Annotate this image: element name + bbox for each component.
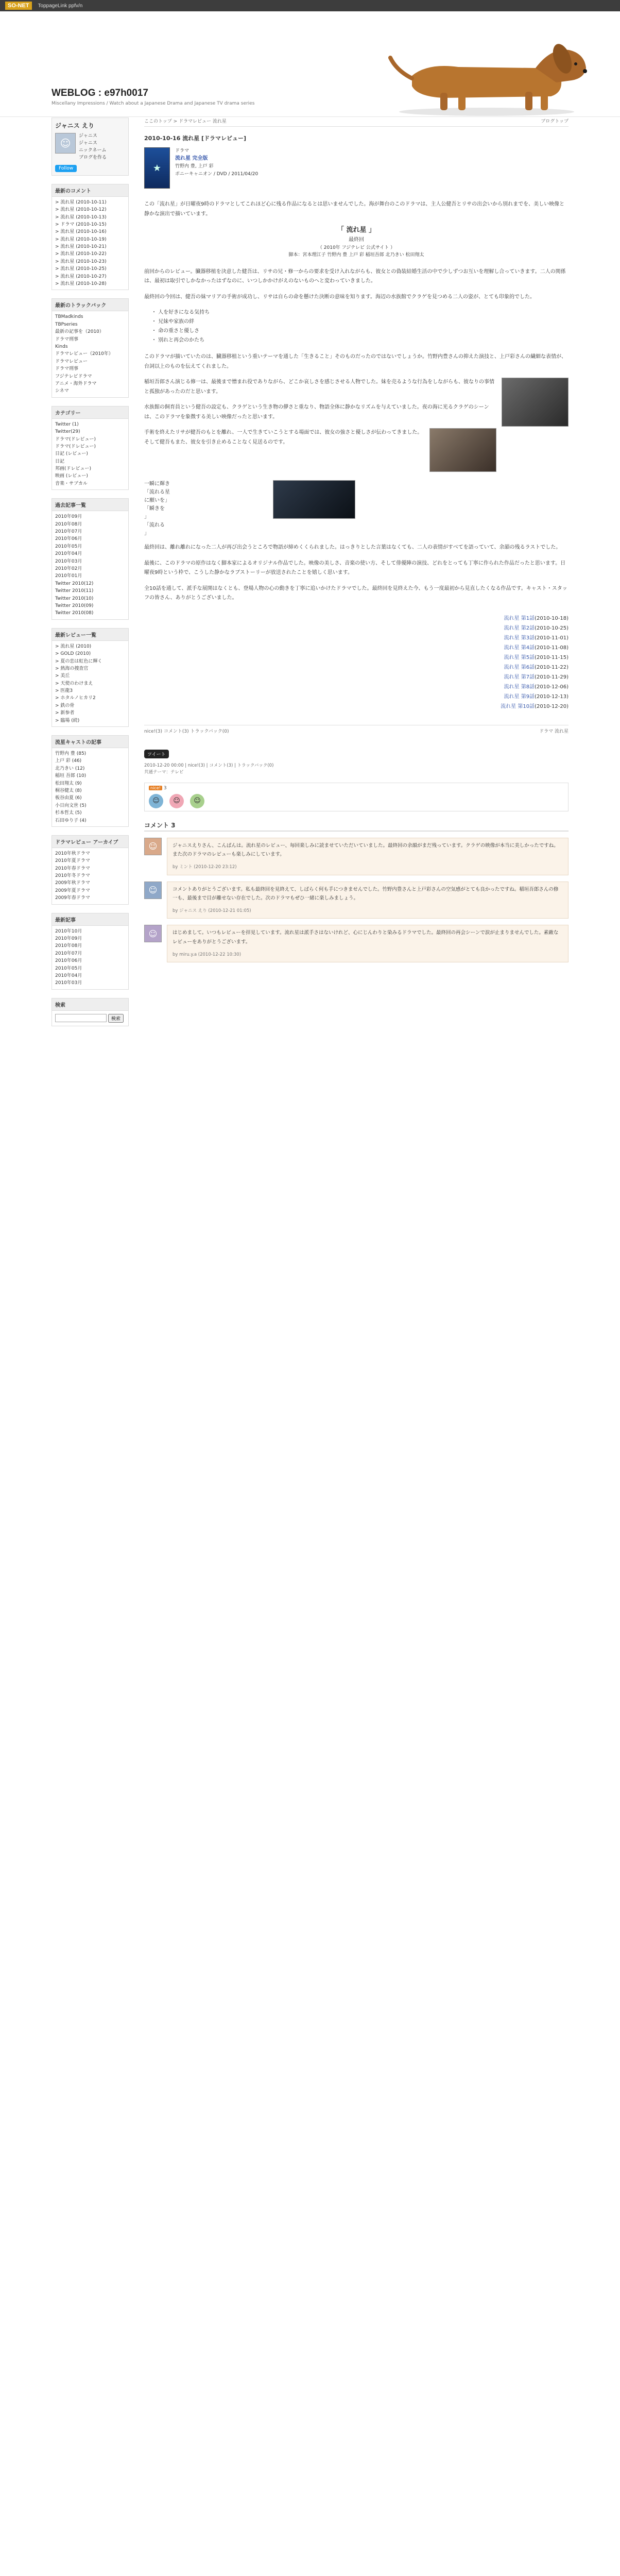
sidebar-link[interactable]: 2010年01月	[55, 573, 82, 579]
breadcrumb[interactable]: ここのトップ > ドラマレビュー 流れ星	[144, 119, 227, 124]
sidebar-section	[51, 298, 129, 397]
sidebar-link[interactable]: 2010年03月	[55, 558, 82, 564]
poem-line: 」	[144, 514, 149, 520]
sidebar-section-title: カテゴリー	[52, 406, 128, 419]
commenter-avatar[interactable]: ☺	[144, 838, 162, 855]
bullet-item: ・ 兄妹や家族の絆	[151, 319, 195, 325]
bullet-item: ・ 命の重さと優しさ	[151, 328, 200, 334]
search-button[interactable]: 検索	[108, 1014, 124, 1023]
comment-signature[interactable]: by ミント (2010-12-20 23:12)	[173, 864, 237, 870]
sidebar-link[interactable]: > 夏の恋は虹色に輝く	[55, 658, 102, 664]
sidebar-link[interactable]: > 流れ星 (2010-10-13)	[55, 214, 107, 220]
product-kind: ドラマ	[175, 148, 190, 154]
commenter-avatar[interactable]: ☺	[144, 882, 162, 899]
sidebar-link[interactable]: > 熱海の捜査官	[55, 666, 89, 671]
product-title[interactable]: 流れ星 完全版	[175, 156, 208, 162]
sidebar-link[interactable]: > ホタルノヒカリ2	[55, 696, 96, 701]
site-logo[interactable]: SO-NET	[5, 2, 32, 10]
nice-count: 3	[163, 785, 167, 791]
sidebar-link[interactable]: 邦画(ドレビュー)	[55, 466, 92, 472]
sidebar-link[interactable]: Twitter (1)	[55, 421, 79, 427]
article-paragraph: 最終回の今回は、健吾の妹マリアの手術が成功し、リサは自らの命を懸けた決断の意味を知ります。海辺の水族館でクラゲを見つめる二人の姿が、とても印象的でした。	[144, 294, 535, 300]
drama-episode: 最終回	[349, 236, 364, 243]
sidebar-link[interactable]: 映画 (レビュー)	[55, 473, 88, 479]
episode-link-row[interactable]	[144, 682, 569, 692]
bullet-item: ・ 別れと再会のかたち	[151, 337, 205, 344]
post-footer-meta[interactable]: 2010-12-20 00:00 | nice!(3) | コメント(3) | トラックバック(0)	[144, 762, 274, 768]
article-paragraph: この「流れ星」が日曜夜9時のドラマとしてこれほど心に残る作品になるとは思いませんでした。海が舞台のこのドラマは、主人公健吾とリサの出会いから別れまでを、美しい映像と静かな演出で描いています。	[144, 201, 565, 217]
post-theme[interactable]: 共通テーマ：テレビ	[144, 770, 184, 775]
article-paragraph: 水族館の飼育員という健吾の設定も、クラゲという生き物の儚さと重なり、物語全体に静かなリズムを与えていました。夜の海に光るクラゲのシーンは、このドラマを象徴する美しい映像だったと思います。	[144, 404, 489, 420]
poem-block	[144, 480, 170, 538]
episode-link-row[interactable]	[144, 614, 569, 623]
scene-photo[interactable]	[502, 378, 569, 427]
drama-site[interactable]: （ 2010年 フジテレビ 公式サイト ）	[317, 245, 395, 250]
comment-text: はじめまして。いつもレビューを拝見しています。流れ星は派手さはないけれど、心にじんわりと染みるドラマでした。最終回の再会シーンで涙が止まりませんでした。素敵なレビューをありがとうございます。	[173, 930, 559, 945]
sidebar-section-title: ドラマレビュー アーカイブ	[52, 836, 128, 848]
episode-date: (2010-12-20)	[535, 703, 569, 709]
blog-description: Miscellany Impressions / Watch about a Japanese Drama and Japanese TV drama series	[51, 101, 255, 106]
blog-top-link[interactable]: ブログトップ	[541, 119, 569, 124]
sidebar-link[interactable]: 2009年夏ドラマ	[55, 888, 90, 893]
sidebar-link[interactable]: ドラマ(ドレビュー)	[55, 444, 96, 449]
comments-heading: コメント 3	[144, 821, 569, 832]
episode-link-row[interactable]	[144, 672, 569, 682]
profile-link[interactable]: ニックネーム	[79, 147, 107, 153]
episode-link[interactable]: 流れ星 第9話	[504, 693, 535, 700]
sidebar-link[interactable]: > 医龍3	[55, 688, 73, 694]
sidebar-link[interactable]: > 流れ星 (2010-10-25)	[55, 266, 107, 272]
twitter-follow-button[interactable]: Follow	[55, 165, 77, 172]
comment	[144, 838, 569, 875]
sidebar-link[interactable]: 石田ゆり子 (4)	[55, 818, 87, 823]
sidebar-link[interactable]: 音楽・サブカル	[55, 481, 88, 486]
nice-avatar[interactable]: ☺	[149, 794, 163, 808]
episode-link[interactable]: 流れ星 第3話	[504, 635, 535, 641]
bullet-list	[151, 308, 569, 345]
episode-link-row[interactable]	[144, 663, 569, 672]
sidebar-link[interactable]: 2010年06月	[55, 958, 82, 964]
sidebar-section	[51, 735, 129, 827]
episode-date: (2010-10-25)	[535, 625, 569, 631]
sidebar-link[interactable]: ドラマ刑事	[55, 366, 79, 372]
sidebar-section	[51, 628, 129, 727]
drama-title: 「 流れ星 」	[337, 226, 376, 234]
sidebar	[51, 117, 129, 1026]
sidebar-link[interactable]: > 臨場 (続)	[55, 718, 80, 723]
article-paragraph: 全10話を通して、派手な展開はなくとも、登場人物の心の動きを丁寧に追いかけたドラマでした。最終回を見終えた今、もう一度最初から見直したくなる作品です。キャスト・スタッフの皆さん、ありがとうございました。	[144, 585, 567, 601]
sidebar-link[interactable]: 2010年夏ドラマ	[55, 858, 90, 864]
episode-link[interactable]: 流れ星 第6話	[504, 664, 535, 670]
episode-link[interactable]: 流れ星 第8話	[504, 684, 535, 690]
profile-avatar[interactable]: ☺	[55, 133, 76, 154]
bullet-item: ・ 人を好きになる気持ち	[151, 310, 210, 316]
scene-photo[interactable]	[273, 480, 355, 519]
profile-link[interactable]: ブログを作る	[79, 155, 107, 160]
sidebar-link[interactable]: Twitter 2010(11)	[55, 588, 94, 594]
episode-link-row[interactable]	[144, 633, 569, 643]
sidebar-link[interactable]: 稲垣 吾郎 (10)	[55, 773, 87, 779]
sidebar-link[interactable]: > 流れ星 (2010-10-12)	[55, 207, 107, 213]
sidebar-link[interactable]: 2010年秋ドラマ	[55, 851, 90, 856]
sidebar-link[interactable]: 2009年春ドラマ	[55, 895, 90, 901]
sidebar-link[interactable]: > 流れ星 (2010-10-11)	[55, 199, 107, 205]
sidebar-link[interactable]: ドラマ刑事	[55, 336, 79, 342]
episode-link[interactable]: 流れ星 第5話	[504, 654, 535, 660]
blog-title[interactable]: WEBLOG : e97h0017	[51, 88, 148, 98]
sidebar-link[interactable]: 2010年08月	[55, 943, 82, 949]
episode-link-row[interactable]	[144, 643, 569, 653]
sidebar-link[interactable]: Twitter(29)	[55, 429, 80, 435]
profile-name[interactable]: ジャニス えり	[55, 122, 94, 129]
sidebar-link[interactable]: > 鉄の骨	[55, 703, 75, 708]
comment-signature[interactable]: by miru.y.a (2010-12-22 10:30)	[173, 952, 242, 957]
nice-box	[144, 783, 569, 811]
profile-link[interactable]: ジャニス	[79, 140, 97, 146]
sidebar-link[interactable]: Twitter 2010(12)	[55, 581, 94, 586]
article-paragraph: 最終回は、離れ離れになった二人が再び出会うところで物語が締めくくられました。はっきりとした言葉はなくても、二人の表情がすべてを語っていて、余韻の残るラストでした。	[144, 545, 561, 551]
sidebar-link[interactable]: 2010年07月	[55, 951, 82, 956]
sidebar-link[interactable]: 2010年04月	[55, 551, 82, 557]
sidebar-section-title: 過去記事一覧	[52, 499, 128, 511]
sidebar-section	[51, 406, 129, 490]
episode-link[interactable]: 流れ星 第10話	[501, 703, 535, 709]
poem-line: 「瞬きを	[144, 506, 165, 512]
episode-date: (2010-12-13)	[535, 693, 569, 700]
sidebar-link[interactable]: > 流れ星 (2010-10-22)	[55, 251, 107, 257]
poem-line: 」	[144, 531, 149, 537]
drama-title-block	[144, 225, 569, 259]
site-topbar	[0, 0, 620, 11]
sidebar-link[interactable]: 小日向文世 (5)	[55, 803, 87, 808]
episode-link[interactable]: 流れ星 第2話	[504, 625, 535, 631]
product-meta: ポニーキャニオン / DVD / 2011/04/20	[175, 171, 259, 177]
sidebar-link[interactable]: > 流れ星 (2010-10-19)	[55, 236, 107, 242]
sidebar-link[interactable]: 2010年08月	[55, 521, 82, 527]
dachshund-header-image	[381, 27, 592, 117]
episode-link[interactable]: 流れ星 第7話	[504, 674, 535, 680]
article-paragraph: 最後に、このドラマの原作はなく脚本家によるオリジナル作品でした。映像の美しさ、音楽の使い方、そして俳優陣の演技、どれをとっても丁寧に作られた作品だったと思います。日曜夜9時という枠で、こうした静かなラブストーリーが放送されたことを嬉しく思います。	[144, 560, 566, 576]
article-paragraph: 手術を終えたリサが健吾のもとを離れ、一人で生きていこうとする場面では、彼女の強さと優しさが伝わってきました。そして健吾もまた、彼女を引き止めることなく見送るのです。	[144, 430, 423, 445]
blog-header	[0, 11, 620, 117]
sidebar-link[interactable]: > ドラマ (2010-10-15)	[55, 222, 107, 227]
nice-badge[interactable]: nice!	[149, 786, 162, 790]
sidebar-link[interactable]: 2010年03月	[55, 980, 82, 986]
sidebar-link[interactable]: > 天使のわけまえ	[55, 681, 93, 686]
episode-link[interactable]: 流れ星 第4話	[504, 645, 535, 651]
sidebar-link[interactable]: 竹野内 豊 (85)	[55, 751, 87, 757]
episode-date: (2010-10-18)	[535, 615, 569, 621]
sidebar-link[interactable]: 2010年09月	[55, 514, 82, 520]
episode-date: (2010-11-15)	[535, 654, 569, 660]
comment-text: コメントありがとうございます。私も最終回を見終えて、しばらく何も手につきませんでした。竹野内豊さんと上戸彩さんの空気感がとても良かったですね。稲垣吾郎さんの修一も、最後まで目が離せない存在でした。次のドラマもぜひ一緒に楽しみましょう。	[173, 886, 559, 902]
sidebar-link[interactable]: > 流れ星 (2010-10-16)	[55, 229, 107, 235]
sidebar-link[interactable]: 最新の記事を（2010）	[55, 329, 104, 335]
sidebar-link[interactable]: Kinds	[55, 344, 68, 349]
commenter-avatar[interactable]: ☺	[144, 925, 162, 942]
sidebar-section-title: 最新レビュー一覧	[52, 629, 128, 641]
article-paragraph: このドラマが描いていたのは、臓器移植という重いテーマを通した「生きること」そのものだったのではないでしょうか。竹野内豊さんの抑えた演技と、上戸彩さんの繊細な表情が、台詞以上のものを伝えてくれました。	[144, 354, 566, 369]
search-heading: 検索	[52, 998, 128, 1011]
sidebar-link[interactable]: 松田翔太 (9)	[55, 781, 82, 786]
poem-line: 一瞬に輝き	[144, 481, 170, 487]
post-title[interactable]: 2010-10-16 流れ星 [ドラマレビュー]	[144, 135, 247, 142]
sidebar-link[interactable]: > 新参者	[55, 710, 75, 716]
sidebar-link[interactable]: ドラマ(ドレビュー)	[55, 436, 96, 442]
sidebar-link[interactable]: シネマ	[55, 388, 69, 394]
sidebar-link[interactable]: 日記	[55, 459, 65, 464]
topbar-links[interactable]: ToppageLink ppfv/n	[38, 3, 83, 9]
profile-box	[51, 117, 129, 176]
sidebar-link[interactable]: 2010年07月	[55, 529, 82, 535]
episode-date: (2010-11-01)	[535, 635, 569, 641]
sidebar-link[interactable]: 2010年10月	[55, 928, 82, 934]
main-content	[144, 117, 569, 962]
sidebar-link[interactable]: > GOLD (2010)	[55, 651, 91, 657]
post-tag[interactable]: ドラマ 流れ星	[539, 728, 569, 734]
comment-text: ジャニスえりさん、こんばんは。流れ星のレビュー、毎回楽しみに読ませていただいていました。最終回の余韻がまだ残っています。クラゲの映像が本当に美しかったですね。また次のドラマのレビューも楽しみにしています。	[173, 842, 559, 858]
comment	[144, 882, 569, 919]
sidebar-section	[51, 184, 129, 291]
sidebar-link[interactable]: Twitter 2010(09)	[55, 603, 94, 608]
sidebar-link[interactable]: > 流れ星 (2010)	[55, 643, 92, 649]
sidebar-link[interactable]: アニメ・海外ドラマ	[55, 381, 97, 386]
sidebar-link[interactable]: > 流れ星 (2010-10-21)	[55, 244, 107, 250]
episode-date: (2010-11-29)	[535, 674, 569, 680]
episode-link-row[interactable]	[144, 692, 569, 702]
sidebar-link[interactable]: 上戸 彩 (46)	[55, 758, 82, 764]
comment-signature[interactable]: by ジャニス えり (2010-12-21 01:05)	[173, 908, 251, 913]
sidebar-section-title: 流星キャストの記事	[52, 736, 128, 748]
product-box	[144, 147, 569, 189]
episode-date: (2010-12-06)	[535, 684, 569, 690]
sidebar-link[interactable]: ドラマレビュー	[55, 359, 88, 364]
sidebar-section	[51, 835, 129, 905]
sidebar-link[interactable]: TBPseries	[55, 321, 78, 327]
sidebar-link[interactable]: TBMadkinds	[55, 314, 83, 320]
episode-link-row[interactable]	[144, 653, 569, 663]
nice-avatar[interactable]: ☺	[169, 794, 184, 808]
sidebar-link[interactable]: 2010年06月	[55, 536, 82, 542]
nice-avatar[interactable]: ☺	[190, 794, 204, 808]
product-cast: 竹野内 豊, 上戸 彩	[175, 164, 214, 170]
sidebar-section	[51, 913, 129, 990]
sidebar-link[interactable]: 2010年春ドラマ	[55, 866, 90, 871]
sidebar-section-title: 最新のトラックバック	[52, 299, 128, 311]
sidebar-link[interactable]: 2010年冬ドラマ	[55, 873, 90, 879]
sidebar-search-box	[51, 998, 129, 1026]
sidebar-section	[51, 498, 129, 619]
sidebar-link[interactable]: 桐谷健太 (8)	[55, 788, 82, 793]
post-meta[interactable]: nice!(3) コメント(3) トラックバック(0)	[144, 728, 229, 734]
drama-credits: 脚本：宮本理江子 竹野内 豊 上戸 彩 稲垣吾郎 北乃きい 松田翔太	[288, 252, 424, 258]
sidebar-link[interactable]: > 流れ星 (2010-10-23)	[55, 259, 107, 264]
article-paragraph: 稲垣吾郎さん演じる修一は、最後まで憎まれ役でありながら、どこか哀しさを感じさせる人物でした。妹を売るような行為をしながらも、彼なりの事情と孤独があったのだと思います。	[144, 379, 494, 395]
sidebar-link[interactable]: 2010年05月	[55, 544, 82, 549]
sidebar-link[interactable]: > 美丘	[55, 673, 70, 679]
sidebar-link[interactable]: > 流れ星 (2010-10-27)	[55, 274, 107, 279]
sidebar-link[interactable]: フジテレビドラマ	[55, 374, 92, 379]
search-input[interactable]	[55, 1014, 107, 1022]
dvd-cover-image[interactable]: ★	[144, 147, 170, 189]
episode-date: (2010-11-08)	[535, 645, 569, 651]
sidebar-link[interactable]: 杉本哲太 (5)	[55, 810, 82, 816]
sidebar-link[interactable]: 2010年04月	[55, 973, 82, 978]
episode-date: (2010-11-22)	[535, 664, 569, 670]
sidebar-link[interactable]: 2010年05月	[55, 965, 82, 971]
article-paragraph: 前回からのレビュー。臓器移植を決意した健吾は、リサの兄・修一からの要求を受け入れながらも、彼女との偽装結婚生活の中で少しずつお互いを理解し合っていきます。二人の関係は、最初は取引でしかなかったはずなのに、いつしかかけがえのないものへと変わっていきました。	[144, 268, 566, 284]
comment	[144, 925, 569, 962]
sidebar-link[interactable]: 2010年02月	[55, 566, 82, 571]
sidebar-link[interactable]: > 流れ星 (2010-10-28)	[55, 281, 107, 287]
sidebar-link[interactable]: Twitter 2010(10)	[55, 596, 94, 601]
sidebar-link[interactable]: 2010年09月	[55, 936, 82, 942]
sidebar-section-title: 最新のコメント	[52, 184, 128, 197]
poem-line: 「流れる	[144, 522, 165, 529]
poem-line: に願いを」	[144, 498, 170, 504]
poem-line: 「流れる星	[144, 489, 170, 496]
tweet-button[interactable]: ツイート	[144, 750, 169, 758]
profile-link[interactable]: ジャニス	[79, 133, 97, 139]
sidebar-link[interactable]: 日記 (レビュー)	[55, 451, 88, 457]
sidebar-link[interactable]: ドラマレビュー（2010年）	[55, 351, 113, 357]
scene-photo[interactable]	[429, 428, 496, 472]
sidebar-section-title: 最新記事	[52, 913, 128, 926]
sidebar-link[interactable]: 北乃きい (12)	[55, 766, 85, 771]
sidebar-link[interactable]: 2009年秋ドラマ	[55, 880, 90, 886]
episode-link-row[interactable]	[144, 623, 569, 633]
episode-links	[144, 614, 569, 711]
article-body	[144, 200, 569, 603]
episode-link-row[interactable]	[144, 702, 569, 711]
episode-link[interactable]: 流れ星 第1話	[504, 615, 535, 621]
sidebar-link[interactable]: 板谷由夏 (6)	[55, 795, 82, 801]
sidebar-link[interactable]: Twitter 2010(08)	[55, 611, 94, 616]
